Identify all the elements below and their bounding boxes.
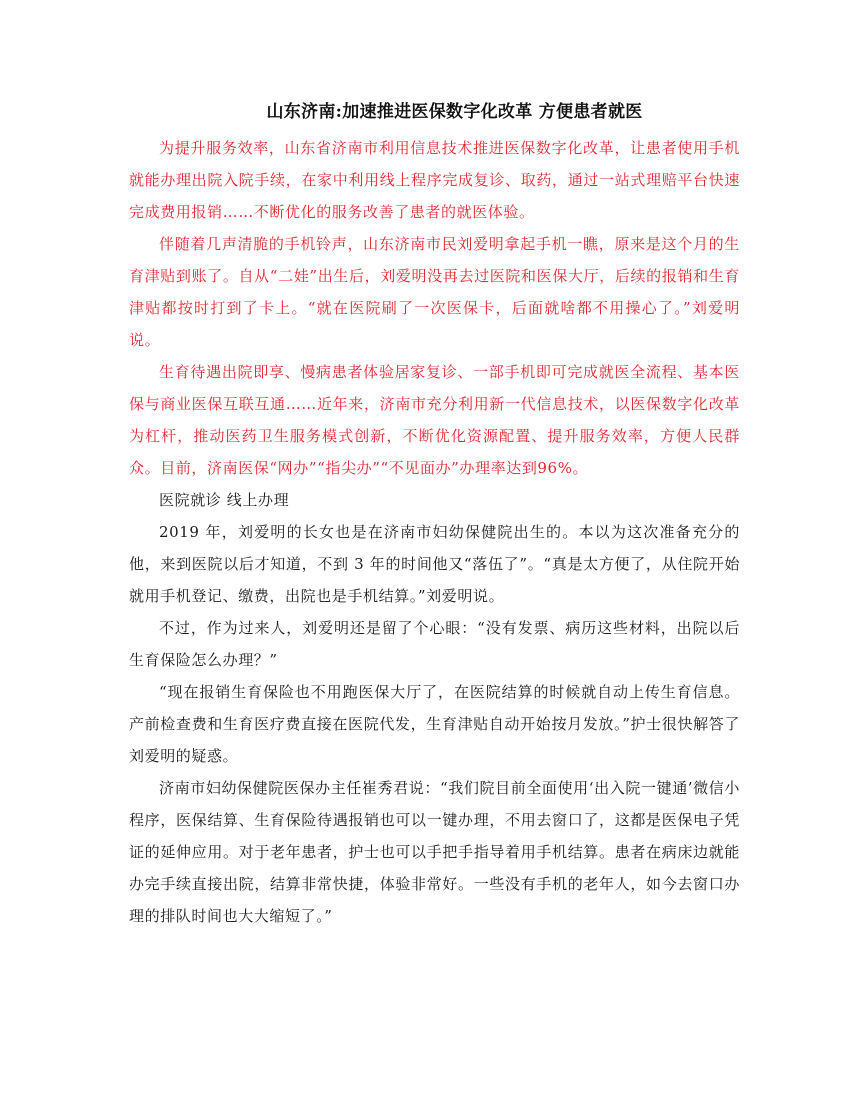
article-title: 山东济南:加速推进医保数字化改革 方便患者就医 — [266, 102, 643, 122]
paragraph-director-quote: 济南市妇幼保健院医保办主任崔秀君说：“我们院目前全面使用‘出入院一键通’微信小程序，医保结算、生育保险待遇报销也可以一键办理，不用去窗口了，这都是医保电子凭证的延伸应用。对于老年患者，护士也可以手把手指导着用手机结算。患者在病床边就能办完手续直接出院，结算非常快捷，体验非常好。一些没有手机的老年人，如今去窗口办理的排队时间也大大缩短了。” — [129, 779, 740, 925]
paragraph-question: 不过，作为过来人，刘爱明还是留了个心眼：“没有发票、病历这些材料，出院以后生育保险怎么办理？” — [129, 619, 740, 669]
lead-paragraph: 为提升服务效率，山东省济南市利用信息技术推进医保数字化改革，让患者使用手机就能办理出院入院手续，在家中利用线上程序完成复诊、取药，通过一站式理赔平台快速完成费用报销……不断优化的服务改善了患者的就医体验。 — [129, 139, 740, 221]
paragraph-reform-summary: 生育待遇出院即享、慢病患者体验居家复诊、一部手机即可完成就医全流程、基本医保与商业医保互联互通……近年来，济南市充分利用新一代信息技术，以医保数字化改革为杠杆，推动医药卫生服务模式创新，不断优化资源配置、提升服务效率，方便人民群众。目前，济南医保“网办”“指尖办”“不见面办”办理率达到96%。 — [129, 363, 740, 477]
section-subheading: 医院就诊 线上办理 — [159, 491, 290, 509]
paragraph-2019-birth: 2019 年，刘爱明的长女也是在济南市妇幼保健院出生的。本以为这次准备充分的他，来到医院以后才知道，不到 3 年的时间他又“落伍了”。“真是太方便了，从住院开始就用手机登记、缴费，出院也是手机结算。”刘爱明说。 — [129, 523, 740, 605]
paragraph-phone-ringtone: 伴随着几声清脆的手机铃声，山东济南市民刘爱明拿起手机一瞧，原来是这个月的生育津贴到账了。自从“二娃”出生后，刘爱明没再去过医院和医保大厅，后续的报销和生育津贴都按时打到了卡上。“就在医院刷了一次医保卡，后面就啥都不用操心了。”刘爱明说。 — [129, 235, 740, 349]
paragraph-nurse-answer: “现在报销生育保险也不用跑医保大厅了，在医院结算的时候就自动上传生育信息。产前检查费和生育医疗费直接在医院代发，生育津贴自动开始按月发放。”护士很快解答了刘爱明的疑惑。 — [129, 683, 740, 765]
article-body — [129, 92, 740, 932]
